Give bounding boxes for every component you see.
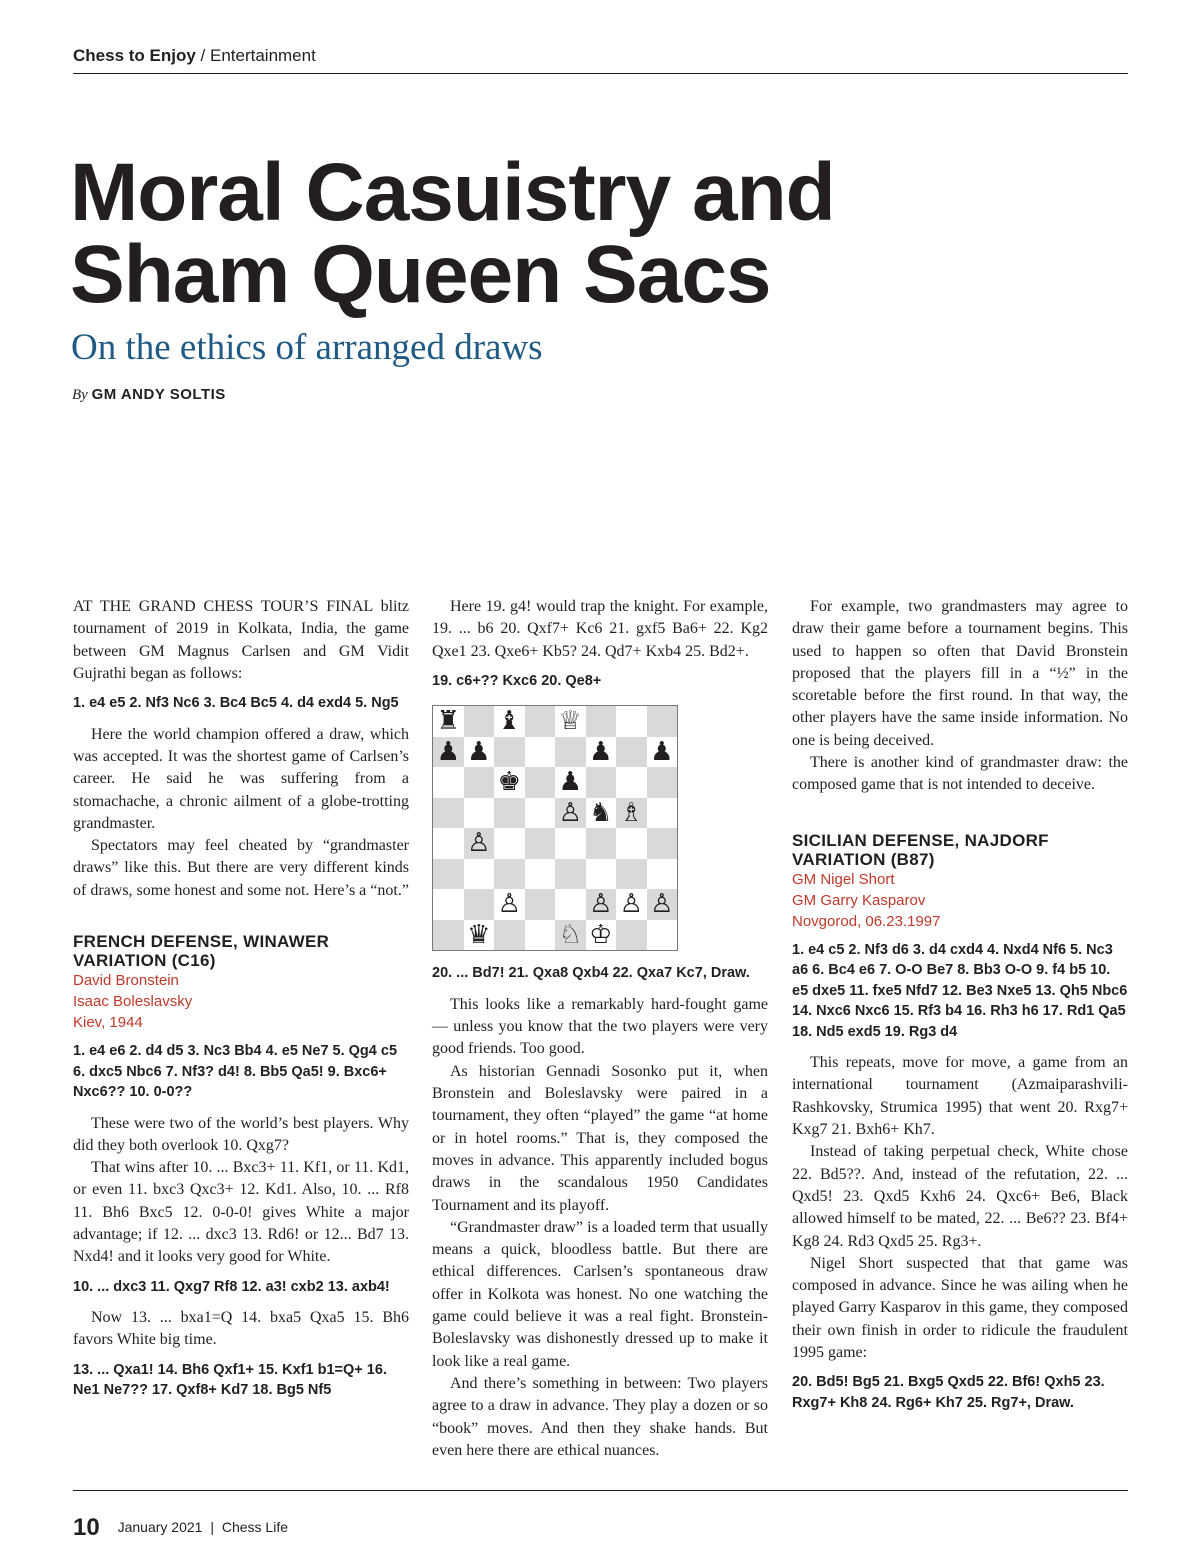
board-square-a1	[433, 920, 464, 951]
paragraph: There is another kind of grandmaster draw: the composed game that is not intended to deceive.	[792, 754, 1128, 794]
game-moves: 19. c6+?? Kxc6 20. Qe8+	[432, 672, 602, 689]
board-square-g4	[616, 828, 647, 859]
board-square-d3	[525, 859, 556, 890]
paragraph: Instead of taking perpetual check, White chose 22. Bd5??. And, instead of the refutation, 22. ... Qxd5! 23. Qxd5 Kxh6 24. Qxc6+ Be6, Black allowed himself to be mated, 22. ... Be6?? 23. Bf4+ Kg8 24. Rd3 Qxd5 25. Rg3+.	[792, 1143, 1128, 1250]
board-square-a3	[433, 859, 464, 890]
board-square-g3	[616, 859, 647, 890]
game-place: Novgorod, 06.23.1997	[792, 912, 941, 930]
game-moves: 13. ... Qxa1! 14. Bh6 Qxf1+ 15. Kxf1 b1=Q+ 16. Ne1 Ne7?? 17. Qxf8+ Kd7 18. Bg5 Nf5	[73, 1361, 387, 1399]
board-square-a2	[433, 889, 464, 920]
paragraph: Nigel Short suspected that that game was composed in advance. Since he was ailing when he played Garry Kasparov in this game, they composed their own finish in order to ridicule the fraudulent 1995 game:	[792, 1254, 1128, 1362]
board-square-d4	[525, 828, 556, 859]
footer-separator: |	[210, 1519, 214, 1535]
board-square-f3	[586, 859, 617, 890]
board-square-f6	[586, 767, 617, 798]
game-place: Kiev, 1944	[73, 1014, 143, 1032]
chess-piece-a7: ♟	[436, 736, 460, 767]
game-heading: SICILIAN DEFENSE, NAJDORF VARIATION (B87)	[792, 830, 1049, 869]
page-footer	[73, 1514, 288, 1542]
chess-piece-c6: ♚	[497, 767, 521, 798]
board-square-h1	[647, 920, 678, 951]
byline-by: By	[72, 387, 88, 403]
byline-author: GM ANDY SOLTIS	[91, 386, 226, 403]
section-separator: /	[195, 46, 210, 65]
running-head	[73, 46, 1128, 74]
paragraph: As historian Gennadi Sosonko put it, when Bronstein and Boleslavsky were paired in a tournament, they often “played” the game “at home or in hotel rooms.” That is, they composed the moves in advance. This apparently included bogus draws in the scandalous 1950 Candidates Tournament and its playoff.	[432, 1062, 768, 1214]
board-square-h3	[647, 859, 678, 890]
board-square-c7	[494, 737, 525, 768]
board-square-h4	[647, 828, 678, 859]
paragraph: AT THE GRAND CHESS TOUR’S FINAL blitz tournament of 2019 in Kolkata, India, the game between GM Magnus Carlsen and GM Vidit Gujrathi began as follows:	[73, 598, 409, 682]
game-moves: 20. ... Bd7! 21. Qxa8 Qxb4 22. Qxa7 Kc7, Draw.	[432, 965, 750, 982]
white-player: GM Nigel Short	[792, 870, 895, 888]
paragraph: These were two of the world’s best players. Why did they both overlook 10. Qxg7?	[73, 1114, 409, 1154]
chess-piece-a8: ♜	[436, 706, 460, 737]
issue-date: January 2021	[117, 1519, 203, 1535]
black-player: Isaac Boleslavsky	[73, 993, 193, 1011]
magazine-name: Chess Life	[221, 1519, 289, 1535]
paragraph: That wins after 10. ... Bxc3+ 11. Kf1, or 11. Kd1, or even 11. bxc3 Qxc3+ 12. Kd1. Also, 10. ... Rf8 11. Bh6 Bxc5 12. 0-0-0! gives White a major advantage; if 12. ... dxc3 13. Rd6! or 12... Bd7 13. Nxd4! and it looks very good for White.	[73, 1159, 409, 1266]
paragraph: And there’s something in between: Two players agree to a draw in advance. They play a dozen or so “book” moves. And then they shake hands. But even here there are ethical nuances.	[432, 1374, 768, 1459]
board-square-g1	[616, 920, 647, 951]
board-square-b8	[464, 706, 495, 737]
chess-piece-e6: ♟	[558, 767, 582, 798]
board-square-f8	[586, 706, 617, 737]
chess-piece-e5: ♙	[558, 797, 582, 828]
column-2	[432, 596, 768, 1462]
chess-diagram	[432, 705, 678, 951]
game-moves: 10. ... dxc3 11. Qxg7 Rf8 12. a3! cxb2 13. axb4!	[73, 1278, 390, 1295]
board-square-e3	[555, 859, 586, 890]
board-square-b3	[464, 859, 495, 890]
board-square-g8	[616, 706, 647, 737]
board-square-h6	[647, 767, 678, 798]
paragraph: Here the world champion offered a draw, which was accepted. It was the shortest game of Carlsen’s career. He said he was suffering from a stomachache, a chronic ailment of a globe-trotting grandmaster.	[73, 725, 409, 832]
paragraph: Now 13. ... bxa1=Q 14. bxa5 Qxa5 15. Bh6 favors White big time.	[73, 1309, 409, 1349]
game-moves: 1. e4 c5 2. Nf3 d6 3. d4 cxd4 4. Nxd4 Nf6 5. Nc3 a6 6. Bc4 e6 7. O-O Be7 8. Bb3 O-O 9. f4 b5 10. e5 dxe5 11. fxe5 Nfd7 12. Be3 Nxe5 13. Qh5 Nbc6 14. Nxc6 Nxc6 15. Rf3 b4 16. Rh3 h6 17. Rd1 Qa5 18. Nd5 exd5 19. Rg3 d4	[792, 941, 1128, 1040]
article-title	[70, 147, 1070, 320]
chess-piece-b7: ♟	[467, 736, 491, 767]
chess-piece-h7: ♟	[650, 736, 674, 767]
chess-piece-g2: ♙	[619, 889, 643, 920]
game-heading: FRENCH DEFENSE, WINAWER VARIATION (C16)	[73, 932, 330, 971]
chess-piece-b4: ♙	[467, 828, 491, 859]
board-square-g7	[616, 737, 647, 768]
game-moves: 1. e4 e6 2. d4 d5 3. Nc3 Bb4 4. e5 Ne7 5. Qg4 c5 6. dxc5 Nbc6 7. Nf3? d4! 8. Bb5 Qa5! 9. Bxc6+ Nxc6?? 10. 0-0??	[73, 1043, 398, 1101]
white-player: David Bronstein	[73, 972, 179, 990]
board-square-b5	[464, 798, 495, 829]
chess-piece-g5: ♗	[619, 797, 643, 828]
board-square-d5	[525, 798, 556, 829]
board-square-d8	[525, 706, 556, 737]
chess-piece-f2: ♙	[589, 889, 613, 920]
chess-piece-f5: ♞	[589, 797, 613, 828]
board-square-c1	[494, 920, 525, 951]
game-moves: 20. Bd5! Bg5 21. Bxg5 Qxd5 22. Bf6! Qxh5 23. Rxg7+ Kh8 24. Rg6+ Kh7 25. Rg7+, Draw.	[792, 1374, 1105, 1411]
chess-piece-e1: ♘	[558, 919, 582, 950]
board-square-a6	[433, 767, 464, 798]
board-square-a5	[433, 798, 464, 829]
section-name: Chess to Enjoy	[73, 46, 196, 65]
board-square-d6	[525, 767, 556, 798]
board-square-d2	[525, 889, 556, 920]
board-square-g6	[616, 767, 647, 798]
board-square-c4	[494, 828, 525, 859]
chess-piece-c8: ♝	[497, 706, 521, 737]
board-square-b2	[464, 889, 495, 920]
title-line-2: Sham Queen Sacs	[70, 229, 771, 320]
column-3	[792, 596, 1128, 1423]
board-square-c5	[494, 798, 525, 829]
board-square-e2	[555, 889, 586, 920]
chess-piece-f1: ♔	[589, 919, 613, 950]
chess-piece-c2: ♙	[497, 889, 521, 920]
paragraph: Here 19. g4! would trap the knight. For example, 19. ... b6 20. Qxf7+ Kc6 21. gxf5 Ba6+ 22. Kg2 Qxe1 23. Qxe6+ Kb5? 24. Qd7+ Kxb4 25. Bd2+.	[432, 598, 768, 660]
paragraph: Spectators may feel cheated by “grandmaster draws” like this. But there are very different kinds of draws, some honest and some not. Here’s a “not.”	[73, 837, 409, 899]
chess-piece-e8: ♕	[558, 706, 582, 737]
board-square-h5	[647, 798, 678, 829]
paragraph: This looks like a remarkably hard-fought game — unless you know that the two players were very good friends. Too good.	[432, 995, 768, 1058]
paragraph: This repeats, move for move, a game from an international tournament (Azmaiparashvili-Rashkovsky, Strumica 1995) that went 20. Rxg7+ Kxg7 21. Bxh6+ Kh7.	[792, 1054, 1128, 1139]
board-square-a4	[433, 828, 464, 859]
byline	[72, 386, 226, 404]
board-square-e7	[555, 737, 586, 768]
board-square-e4	[555, 828, 586, 859]
black-player: GM Garry Kasparov	[792, 891, 926, 909]
article-subtitle: On the ethics of arranged draws	[71, 327, 543, 368]
board-square-c3	[494, 859, 525, 890]
game-moves: 1. e4 e5 2. Nf3 Nc6 3. Bc4 Bc5 4. d4 exd4 5. Ng5	[73, 695, 399, 712]
board-square-b6	[464, 767, 495, 798]
board-square-f4	[586, 828, 617, 859]
paragraph: For example, two grandmasters may agree to draw their game before a tournament begins. This used to happen so often that David Bronstein proposed that the players fill in a “½” in the scoretable before the first round. In that way, the other players have the same inside information. No one is being deceived.	[792, 598, 1128, 749]
section-category: Entertainment	[209, 46, 316, 65]
chess-piece-f7: ♟	[589, 736, 613, 767]
column-1	[73, 596, 409, 1411]
title-line-1: Moral Casuistry and	[70, 147, 835, 238]
chess-piece-b1: ♛	[467, 919, 491, 950]
board-square-h8	[647, 706, 678, 737]
board-square-d7	[525, 737, 556, 768]
footer-rule	[73, 1490, 1128, 1491]
chess-piece-h2: ♙	[650, 889, 674, 920]
board-square-d1	[525, 920, 556, 951]
paragraph: “Grandmaster draw” is a loaded term that usually means a quick, bloodless battle. But there are ethical differences. Carlsen’s spontaneous draw offer in Kolkota was honest. No one watching the game could believe it was a real fight. Bronstein-Boleslavsky was dishonestly dressed up to make it look like a real game.	[432, 1218, 768, 1370]
page-number: 10	[73, 1514, 100, 1541]
